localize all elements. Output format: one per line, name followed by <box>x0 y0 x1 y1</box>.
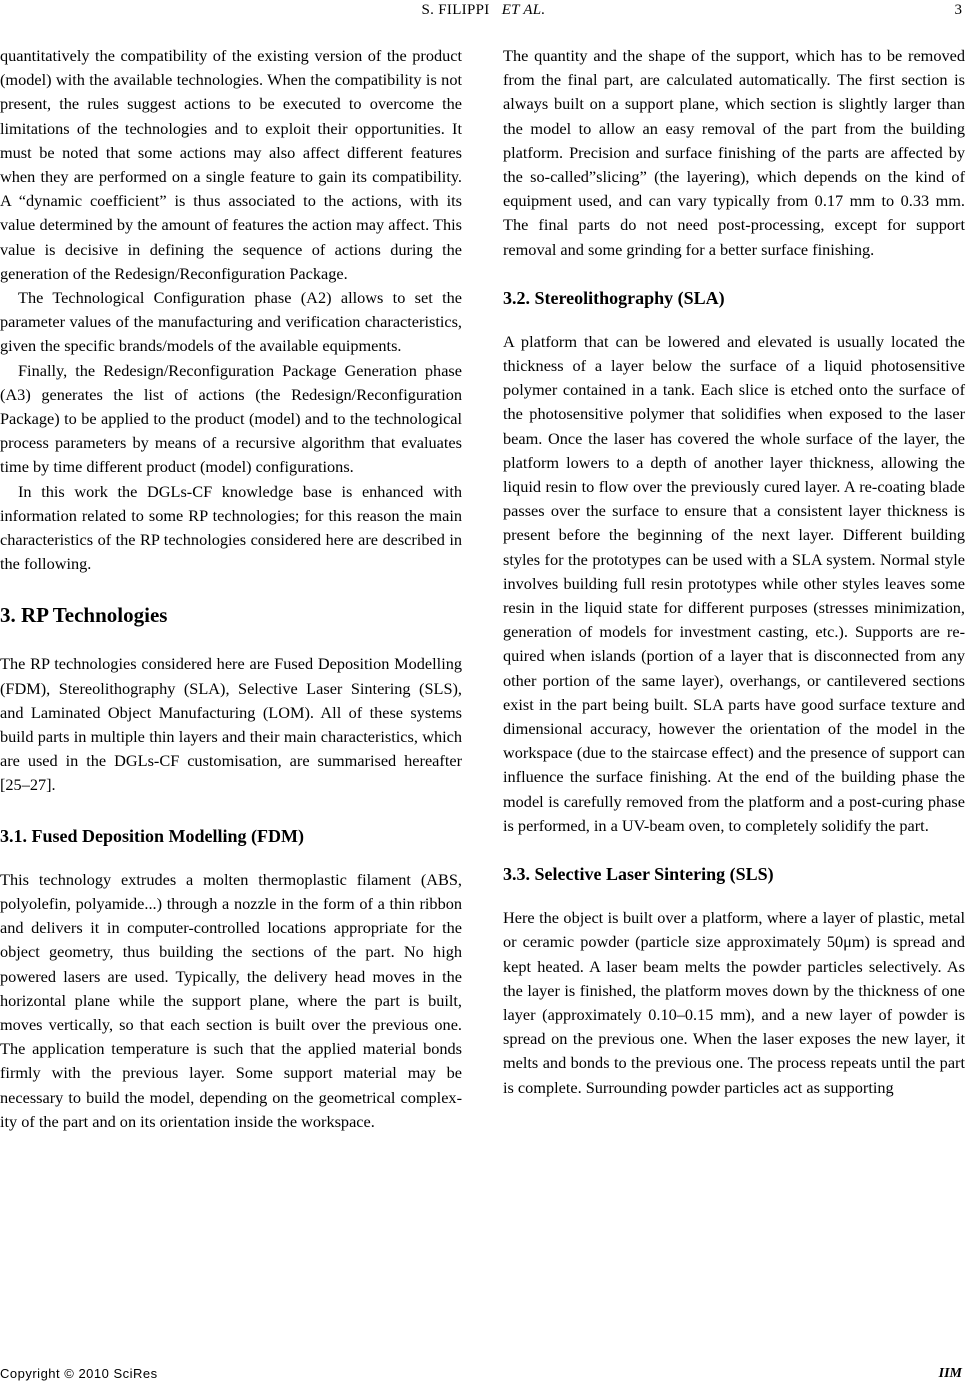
subsection-heading-fdm: 3.1. Fused Deposition Modelling (FDM) <box>0 825 304 846</box>
paragraph: The quantity and the shape of the support, which has to be removed from the final part, are calculated automatically. The first section is always built on a support plane, which section is slightly larger than the model to allow an easy removal of the part from the building platform. Precision and surface finishing of the parts are affected by the so-called”slicing” (the layering), which depends on the kind of equipment used, and can vary typically from 0.17 mm to 0.33 mm. The final parts do not need post-processing, except for support removal and some grinding for a better surface finishing. <box>503 46 965 259</box>
paragraph: In this work the DGLs-CF knowledge base is enhanced with information related to some RP technologies; for this reason the main characteristics of the RP technologies considered here are described in the following. <box>0 481 462 574</box>
author-name: S. FILIPPI <box>421 2 490 18</box>
subsection-heading-sla: 3.2. Stereolithography (SLA) <box>503 287 725 308</box>
running-head-authors <box>0 2 967 19</box>
paragraph: The RP technologies considered here are Fused Deposition Modelling (FDM), Stereolithography (SLA), Selective Laser Sintering (SLS), and Laminated Object Manufacturing (LOM). All of these systems build parts in multiple thin layers and their main characteristics, which are used in the DGLs-CF customisation, are summarised hereafter [25–27]. <box>0 654 462 795</box>
et-al: ET AL. <box>501 2 546 18</box>
paragraph: quantitatively the compatibility of the existing version of the product (model) with the available technologies. When the compatibility is not present, the rules suggest actions to be executed to overcome the limitations of the technologies and to exploit their opportunities. It must be noted that some actions may also affect different features when they are performed on a single feature to gain its compatibility. A “dynamic coefficient” is thus associated to the actions, with its value determined by the amount of features the action may affect. This value is decisive in defining the sequence of actions during the generation of the Redesign/Reconfiguration Package. <box>0 46 462 283</box>
copyright-notice: Copyright © 2010 SciRes <box>0 1366 158 1381</box>
running-head <box>0 2 967 24</box>
section-heading-rp-technologies: 3. RP Technologies <box>0 603 168 628</box>
paragraph: Here the object is built over a platform, where a layer of plastic, metal or ceramic powder (particle size approximately 50μm) is spread and kept heated. A laser beam melts the powder particles selectively. As the layer is finished, the platform moves down by the thickness of one layer (approximately 0.10–0.15 mm), and a new layer of powder is spread on the previous one. When the laser exposes the new layer, it melts and bonds to the previous one. The process repeats until the part is complete. Surrounding powder particles act as supporting <box>503 908 965 1097</box>
page-number: 3 <box>954 2 962 18</box>
paragraph: A platform that can be lowered and elevated is usually located the thickness of a layer below the surface of a liquid photosensitive polymer contained in a tank. Each slice is etched onto the surface of the photosensitive polymer that solidifies when exposed to the laser beam. Once the laser has covered the whole surface of the layer, the platform lowers to a depth of another layer thickness, allowing the liquid resin to flow over the previously cured layer. A re-coating blade passes over the surface to ensure that a consistent layer thickness is present before the beginning of the next layer. Different building styles for the prototypes can be used with a SLA system. Normal style involves building full resin prototypes while other styles leaves some resin in the liquid state for different purposes (stresses minimization, generation of models for investment casting, etc.). Supports are required when islands (portion of a layer that is disconnected from any other portion of the same layer), overhangs, or cantilevered sections exist in the part being built. SLA parts have good surface texture and dimensional accuracy, however the orientation of the model in the workspace (due to the staircase effect) and the presence of support can influence the surface finishing. At the end of the building phase the model is carefully removed from the platform and a post-curing phase is performed, in a UV-beam oven, to completely solidify the part. <box>503 331 965 835</box>
paragraph: The Technological Configuration phase (A2) allows to set the parameter values of the manufacturing and verification characteristics, given the specific brands/models of the available equipments. <box>0 288 462 356</box>
paragraph: Finally, the Redesign/Reconfiguration Package Generation phase (A3) generates the list of actions (the Redesign/Reconfiguration Package) to be applied to the product (model) and to the technological process parameters by means of a recursive algorithm that evaluates time by time different product (model) configurations. <box>0 360 462 477</box>
journal-abbreviation: IIM <box>938 1366 962 1381</box>
left-column <box>0 44 462 1134</box>
right-column <box>503 44 965 1100</box>
paragraph: This technology extrudes a molten thermoplastic filament (ABS, polyolefin, polyamide...) through a nozzle in the form of a thin ribbon and delivers it in computer-controlled locations appropriate for the object geometry, thus building the sections of the part. No high powered lasers are used. Typically, the delivery head moves in the horizontal plane while the support plane, where the part is built, moves vertically, so that each section is built over the previous one. The application temperature is such that the applied material bonds firmly with the previous layer. Some support material may be necessary to build the model, depending on the geometrical complexity of the part and on its orientation inside the workspace. <box>0 869 462 1131</box>
page-footer <box>0 1366 967 1386</box>
subsection-heading-sls: 3.3. Selective Laser Sintering (SLS) <box>503 864 774 885</box>
